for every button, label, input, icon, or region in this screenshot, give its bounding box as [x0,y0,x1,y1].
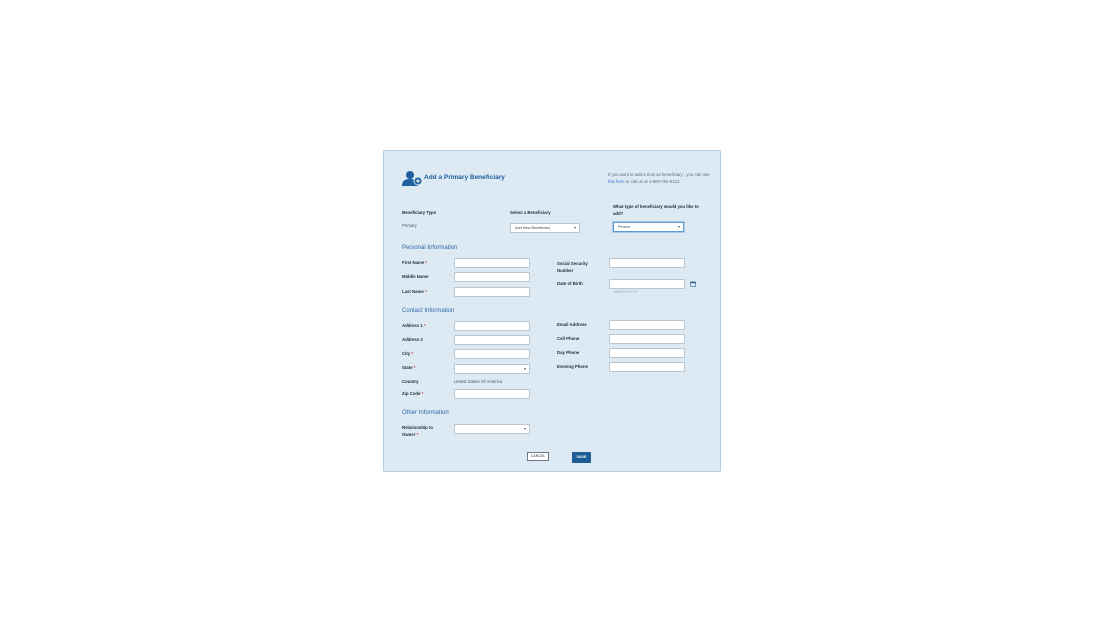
chevron-down-icon: ▾ [523,426,526,431]
email-label: Email Address [557,322,587,327]
select-beneficiary-value: Add New Beneficiary [515,226,551,230]
first-name-label-text: First Name [402,260,425,265]
last-name-label-text: Last Name [402,289,424,294]
address1-label-text: Address 1 [402,323,423,328]
day-phone-label: Day Phone [557,350,580,355]
beneficiary-kind-dropdown[interactable] [613,222,684,232]
last-name-input[interactable] [454,287,530,297]
address2-label: Address 2 [402,337,423,342]
city-label-text: City [402,351,411,356]
address2-input[interactable] [454,335,530,345]
city-label [402,351,413,358]
required-mark: * [421,391,424,396]
chevron-down-icon: ▾ [523,366,526,371]
calendar-icon[interactable] [690,281,696,287]
country-value: United States Of America [454,379,503,384]
add-beneficiary-panel [383,150,721,472]
other-info-heading: Other Information [402,410,449,416]
dob-placeholder: MM/DD/YYYY [614,290,639,294]
cancel-button[interactable]: CANCEL [527,452,549,461]
zip-label [402,391,423,398]
address1-input[interactable] [454,321,530,331]
beneficiary-kind-value: Person [618,225,631,229]
trust-note-phone: or call us at 1-800-762-6212. [625,179,681,184]
chevron-down-icon: ▾ [573,225,576,230]
required-mark: * [411,351,414,356]
trust-form-link[interactable]: this form [608,179,625,184]
email-input[interactable] [609,320,685,330]
user-add-icon [401,170,423,186]
evening-phone-input[interactable] [609,362,685,372]
relationship-dropdown[interactable] [454,424,530,434]
required-mark: * [413,365,416,370]
chevron-down-icon: ▾ [677,224,680,229]
cell-phone-input[interactable] [609,334,685,344]
first-name-label [402,260,427,267]
address1-label [402,323,426,330]
ssn-label: Social Security Number [557,261,588,273]
beneficiary-kind-label: What type of beneficiary would you like to add? [613,204,699,216]
cell-phone-label: Cell Phone [557,336,580,341]
city-input[interactable] [454,349,530,359]
state-label-text: State [402,365,413,370]
required-mark: * [423,323,426,328]
beneficiary-type-label: Beneficiary Type [402,210,437,215]
zip-input[interactable] [454,389,530,399]
page-title: Add a Primary Beneficiary [424,174,505,181]
required-mark: * [425,260,428,265]
middle-name-label: Middle Name [402,274,429,279]
contact-info-heading: Contact Information [402,308,455,314]
select-beneficiary-dropdown[interactable] [510,223,580,233]
relationship-label [402,425,446,438]
personal-info-heading: Personal Information [402,245,458,251]
state-label [402,365,415,372]
day-phone-input[interactable] [609,348,685,358]
last-name-label [402,289,427,296]
first-name-input[interactable] [454,258,530,268]
trust-note [608,171,712,185]
country-label: Country [402,379,419,384]
select-beneficiary-label: Select a Beneficiary [510,210,551,215]
evening-phone-label: Evening Phone [557,364,589,369]
save-button[interactable]: SAVE [572,452,591,463]
middle-name-input[interactable] [454,272,530,282]
dob-input[interactable] [609,279,685,294]
required-mark: * [416,431,419,437]
zip-label-text: Zip Code [402,391,421,396]
trust-note-text: If you want to add a trust as beneficiary , you can use [608,172,710,177]
state-dropdown[interactable] [454,364,530,374]
required-mark: * [424,289,427,294]
dob-label: Date of Birth [557,281,583,286]
relationship-label-text: Relationship to Owner [402,425,434,437]
ssn-input[interactable] [609,258,685,268]
beneficiary-type-value: Primary [402,223,417,228]
